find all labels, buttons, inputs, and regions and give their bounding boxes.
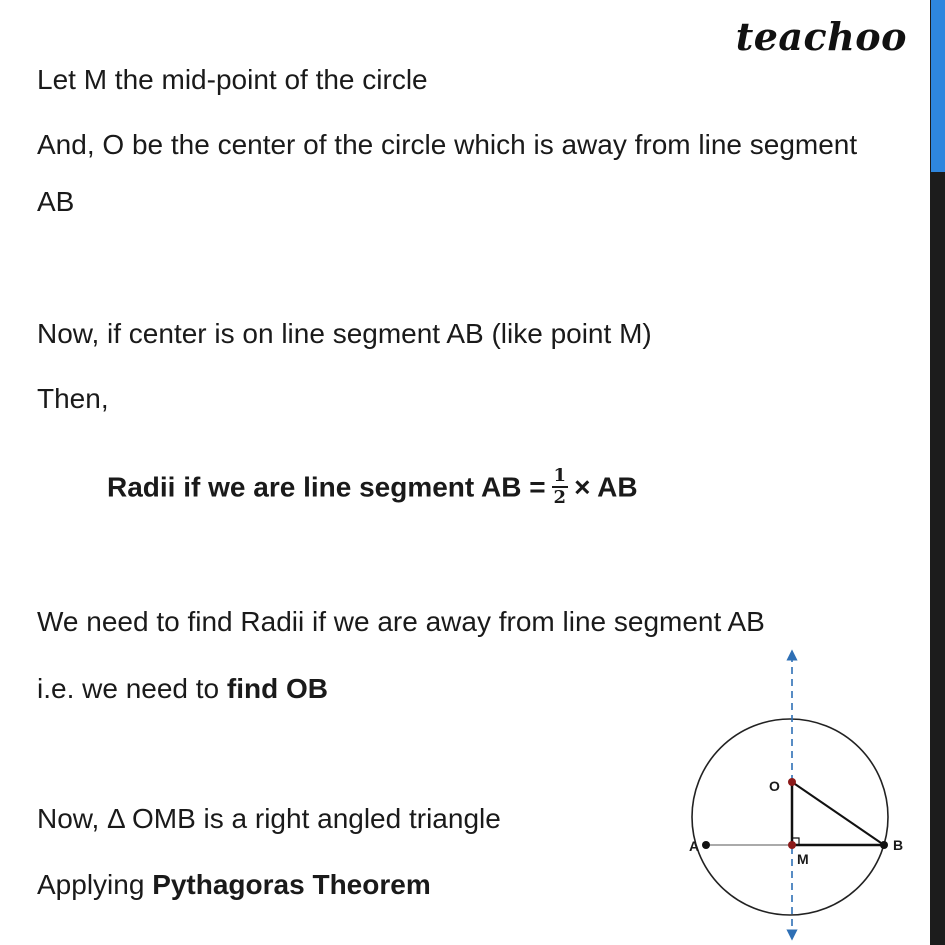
label-a: A <box>689 838 700 854</box>
find-ob-bold: find OB <box>226 673 328 704</box>
text-line-center-away: And, O be the center of the circle which is away from line segment <box>37 129 858 160</box>
find-ob-prefix: i.e. we need to <box>37 673 227 704</box>
point-b <box>880 841 888 849</box>
text-line-right-triangle: Now, Δ OMB is a right angled triangle <box>37 803 501 834</box>
text-line-midpoint: Let M the mid-point of the circle <box>37 64 428 95</box>
point-o <box>788 778 796 786</box>
point-a <box>702 841 710 849</box>
label-o: O <box>769 778 780 794</box>
text-line-ab: AB <box>37 186 75 217</box>
text-line-center-on-ab: Now, if center is on line segment AB (like point M) <box>37 318 652 349</box>
fraction-numerator: 1 <box>553 465 567 486</box>
text-line-then: Then, <box>37 383 109 414</box>
fraction-denominator: 2 <box>553 487 567 508</box>
circle <box>692 719 888 915</box>
label-m: M <box>797 851 809 867</box>
pythagoras-prefix: Applying <box>37 869 153 900</box>
segment-ob <box>792 782 884 845</box>
pythagoras-bold: Pythagoras Theorem <box>152 869 431 900</box>
radii-formula-tail: × AB <box>574 471 638 503</box>
teachoo-logo: teachoo <box>735 14 907 59</box>
label-b: B <box>893 837 904 853</box>
radii-formula-label: Radii if we are line segment AB = <box>107 471 546 503</box>
point-m <box>788 841 796 849</box>
text-line-find-radii: We need to find Radii if we are away from line segment AB <box>37 606 765 637</box>
